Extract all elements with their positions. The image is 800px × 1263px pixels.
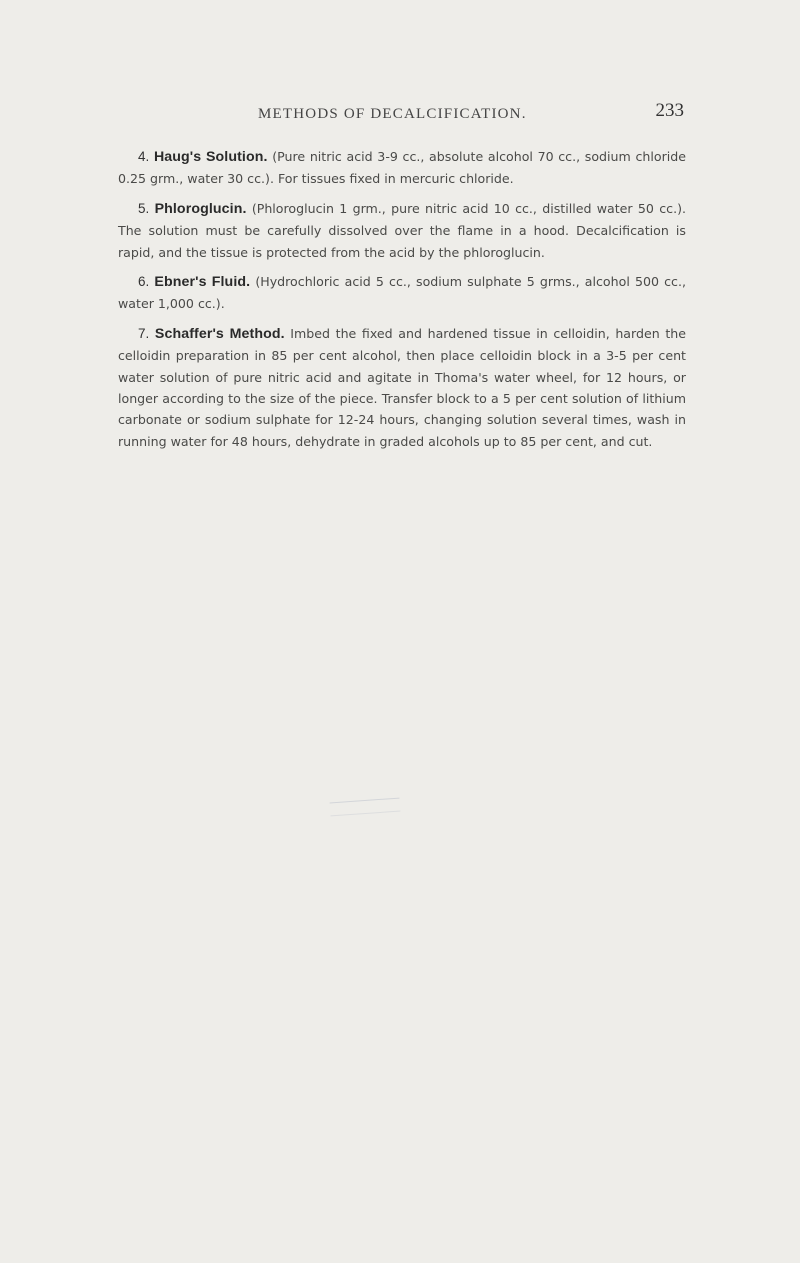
entry-number: 6. <box>138 274 150 290</box>
entry-number: 7. <box>138 325 150 341</box>
entry-number: 4. <box>138 149 150 164</box>
paper-smudge <box>330 798 401 817</box>
entry-text: (Hydrochloric acid 5 cc., sodium sulphate 5 grms., alcohol 500 cc., water 1,000 cc.). <box>118 274 686 312</box>
body-text <box>118 146 686 460</box>
entry-ebners-fluid <box>118 271 686 315</box>
entry-number: 5. <box>138 200 150 216</box>
entry-text: (Phloroglucin 1 grm., pure nitric acid 10 cc., distilled water 50 cc.). The solution must be carefully dissolved over the flame in a hood. Decalcification is rapid, and the tissue is protected from the acid by the phloroglucin. <box>118 200 686 260</box>
running-title: METHODS OF DECALCIFICATION. <box>258 106 527 122</box>
entry-text: Imbed the fixed and hardened tissue in celloidin, harden the celloidin preparation in 85 per cent alcohol, then place celloidin block in a 3-5 per cent water solution of pure nitric acid and agitate in Thoma's water wheel, for 12 hours, or longer according to the size of the piece. Transfer block to a 5 per cent solution of lithium carbonate or sodium sulphate for 12-24 hours, changing solution several times, wash in running water for 48 hours, dehydrate in graded alcohols up to 85 per cent, and cut. <box>118 325 686 449</box>
entry-text: (Pure nitric acid 3-9 cc., absolute alcohol 70 cc., sodium chloride 0.25 grm., water 30 cc.). For tissues fixed in mercuric chloride. <box>118 149 686 187</box>
entry-phloroglucin <box>118 198 686 263</box>
page-header <box>118 96 686 126</box>
entry-title: Haug's Solution. <box>153 149 268 165</box>
entry-title: Phloroglucin. <box>154 200 247 217</box>
entry-schaffers-method <box>118 323 686 452</box>
page-number: 233 <box>655 100 684 121</box>
entry-title: Ebner's Fluid. <box>154 274 251 291</box>
entry-haugs-solution <box>118 146 686 190</box>
entry-title: Schaffer's Method. <box>154 325 285 342</box>
